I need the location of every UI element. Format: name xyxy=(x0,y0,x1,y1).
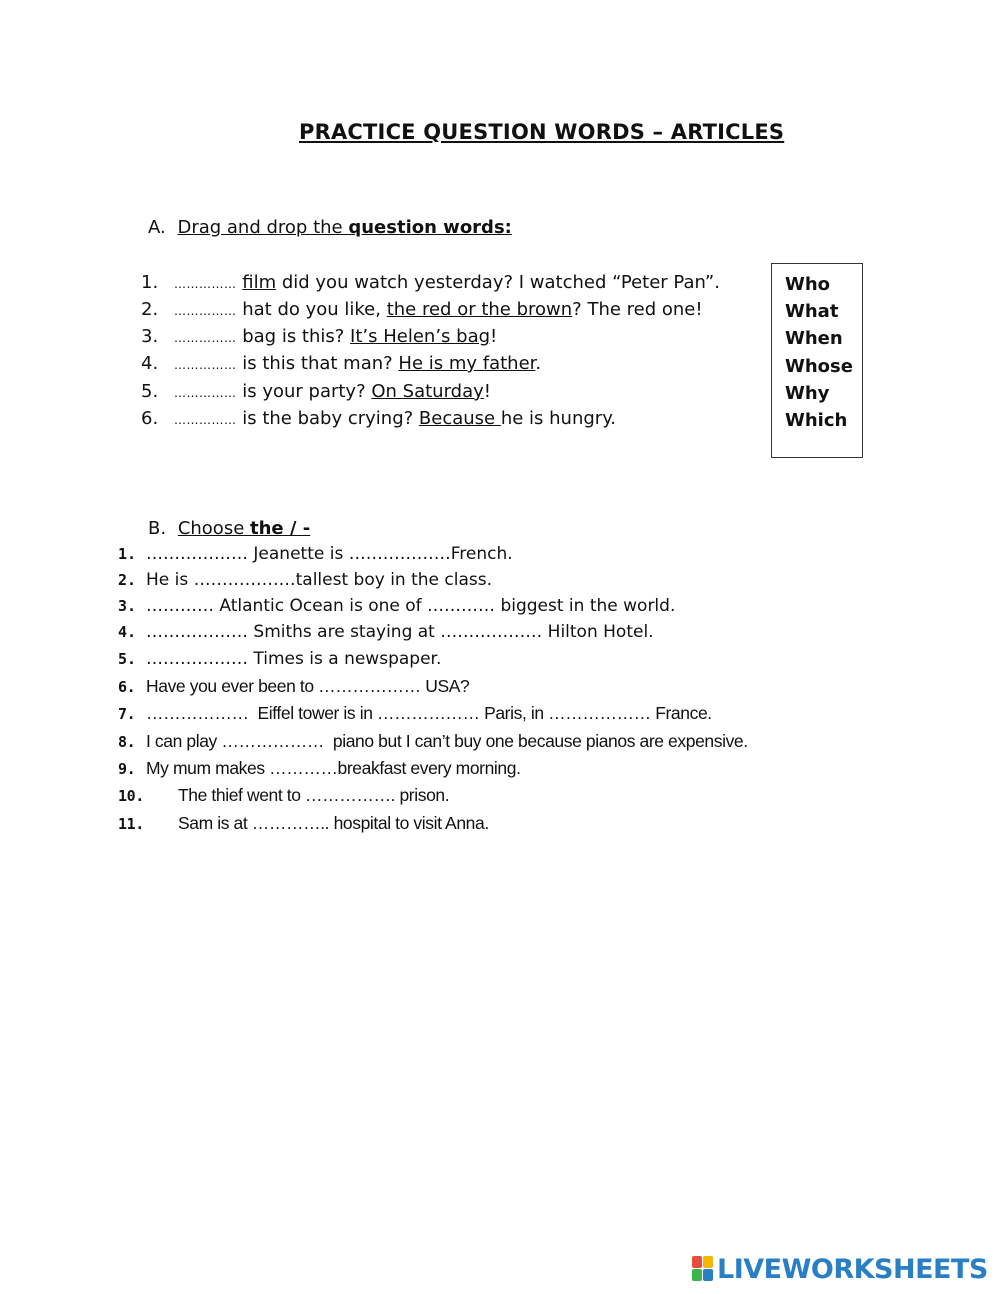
question-text: is your party? xyxy=(236,381,372,402)
word-option-when[interactable]: When xyxy=(785,328,843,349)
question-text-end: ! xyxy=(490,326,498,347)
instruction-bold: the / - xyxy=(250,518,311,539)
question-number: 11. xyxy=(118,815,144,833)
question-number: 6. xyxy=(118,678,136,696)
question-text-end: did you watch yesterday? I watched “Peter Pan”. xyxy=(276,272,720,293)
question-number: 3. xyxy=(141,326,159,347)
question-number: 8. xyxy=(118,733,136,751)
word-option-which[interactable]: Which xyxy=(785,410,848,431)
liveworksheets-logo xyxy=(692,1254,988,1284)
instruction-plain: Choose xyxy=(177,518,250,539)
page-title: PRACTICE QUESTION WORDS – ARTICLES xyxy=(299,120,785,144)
question-b-row xyxy=(118,596,675,616)
question-text: ……………… Smiths are staying at ……………… Hilton Hotel. xyxy=(146,622,654,642)
question-underlined: the red or the brown xyxy=(386,299,573,320)
answer-blank[interactable]: …………… xyxy=(174,277,237,291)
section-b-letter: B. xyxy=(148,518,167,539)
question-text-end: ! xyxy=(483,381,491,402)
word-bank xyxy=(771,263,863,458)
question-number: 5. xyxy=(118,650,137,668)
question-text: Have you ever been to ……………… USA? xyxy=(146,676,470,696)
question-number: 2. xyxy=(141,299,159,320)
logo-text: LIVEWORKSHEETS xyxy=(717,1253,988,1285)
question-number: 6. xyxy=(141,408,159,429)
question-text: is the baby crying? xyxy=(236,408,419,429)
word-option-what[interactable]: What xyxy=(785,301,839,322)
section-b-instruction xyxy=(178,518,310,539)
question-number: 10. xyxy=(118,787,144,805)
word-option-who[interactable]: Who xyxy=(785,274,831,295)
question-text: ……………… Jeanette is ………………French. xyxy=(146,544,513,564)
question-number: 1. xyxy=(118,545,137,563)
question-text: My mum makes …………breakfast every morning. xyxy=(146,758,521,778)
question-underlined: It’s Helen’s bag xyxy=(350,326,491,347)
question-text: hat do you like, xyxy=(236,299,387,320)
question-b-row xyxy=(118,731,748,752)
instruction-bold: question words: xyxy=(348,217,512,238)
question-b-row xyxy=(118,813,489,834)
question-a-row xyxy=(141,381,491,402)
logo-blocks-icon xyxy=(692,1256,714,1282)
instruction-plain: Drag and drop the xyxy=(177,217,349,238)
answer-blank[interactable]: …………… xyxy=(174,413,237,427)
section-a-heading xyxy=(148,217,512,238)
question-a-row xyxy=(141,353,541,374)
question-b-row xyxy=(118,785,449,806)
question-text: I can play ……………… piano but I can’t buy one because pianos are expensive. xyxy=(146,731,748,751)
question-text: Sam is at ………….. hospital to visit Anna. xyxy=(178,813,489,833)
question-b-row xyxy=(118,570,492,590)
question-a-row xyxy=(141,326,497,347)
question-text: He is ………………tallest boy in the class. xyxy=(146,570,493,590)
question-number: 7. xyxy=(118,705,136,723)
answer-blank[interactable]: …………… xyxy=(174,331,237,345)
question-underlined: On Saturday xyxy=(371,381,484,402)
question-underlined: film xyxy=(242,272,277,293)
question-text-end: he is hungry. xyxy=(500,408,617,429)
question-b-row xyxy=(118,544,513,564)
question-a-row xyxy=(141,408,616,429)
answer-blank[interactable]: …………… xyxy=(174,386,237,400)
answer-blank[interactable]: …………… xyxy=(174,304,237,318)
question-number: 4. xyxy=(118,623,137,641)
question-a-row xyxy=(141,272,720,293)
section-a-letter: A. xyxy=(148,217,166,238)
question-text-end: ? The red one! xyxy=(572,299,703,320)
question-text: The thief went to ……………. prison. xyxy=(178,785,450,805)
question-number: 5. xyxy=(141,381,159,402)
question-a-row xyxy=(141,299,703,320)
question-underlined: He is my father xyxy=(398,353,536,374)
question-text: ………… Atlantic Ocean is one of ………… biggest in the world. xyxy=(146,596,676,616)
question-underlined: Because xyxy=(418,408,501,429)
question-text: ……………… Times is a newspaper. xyxy=(146,649,442,669)
question-number: 1. xyxy=(141,272,159,293)
section-b-heading xyxy=(148,518,310,539)
section-a-instruction xyxy=(177,217,511,238)
question-number: 9. xyxy=(118,760,136,778)
question-b-row xyxy=(118,622,654,642)
answer-blank[interactable]: …………… xyxy=(174,358,237,372)
question-b-row xyxy=(118,758,521,779)
question-b-row xyxy=(118,703,712,724)
word-option-whose[interactable]: Whose xyxy=(785,356,853,377)
question-number: 2. xyxy=(118,571,137,589)
question-number: 4. xyxy=(141,353,159,374)
question-text: bag is this? xyxy=(236,326,351,347)
question-number: 3. xyxy=(118,597,137,615)
question-text: is this that man? xyxy=(236,353,399,374)
word-option-why[interactable]: Why xyxy=(785,383,830,404)
question-text: ……………… Eiffel tower is in ……………… Paris, in ……………… France. xyxy=(146,703,712,723)
question-b-row xyxy=(118,649,441,669)
question-text-end: . xyxy=(535,353,542,374)
question-b-row xyxy=(118,676,469,697)
